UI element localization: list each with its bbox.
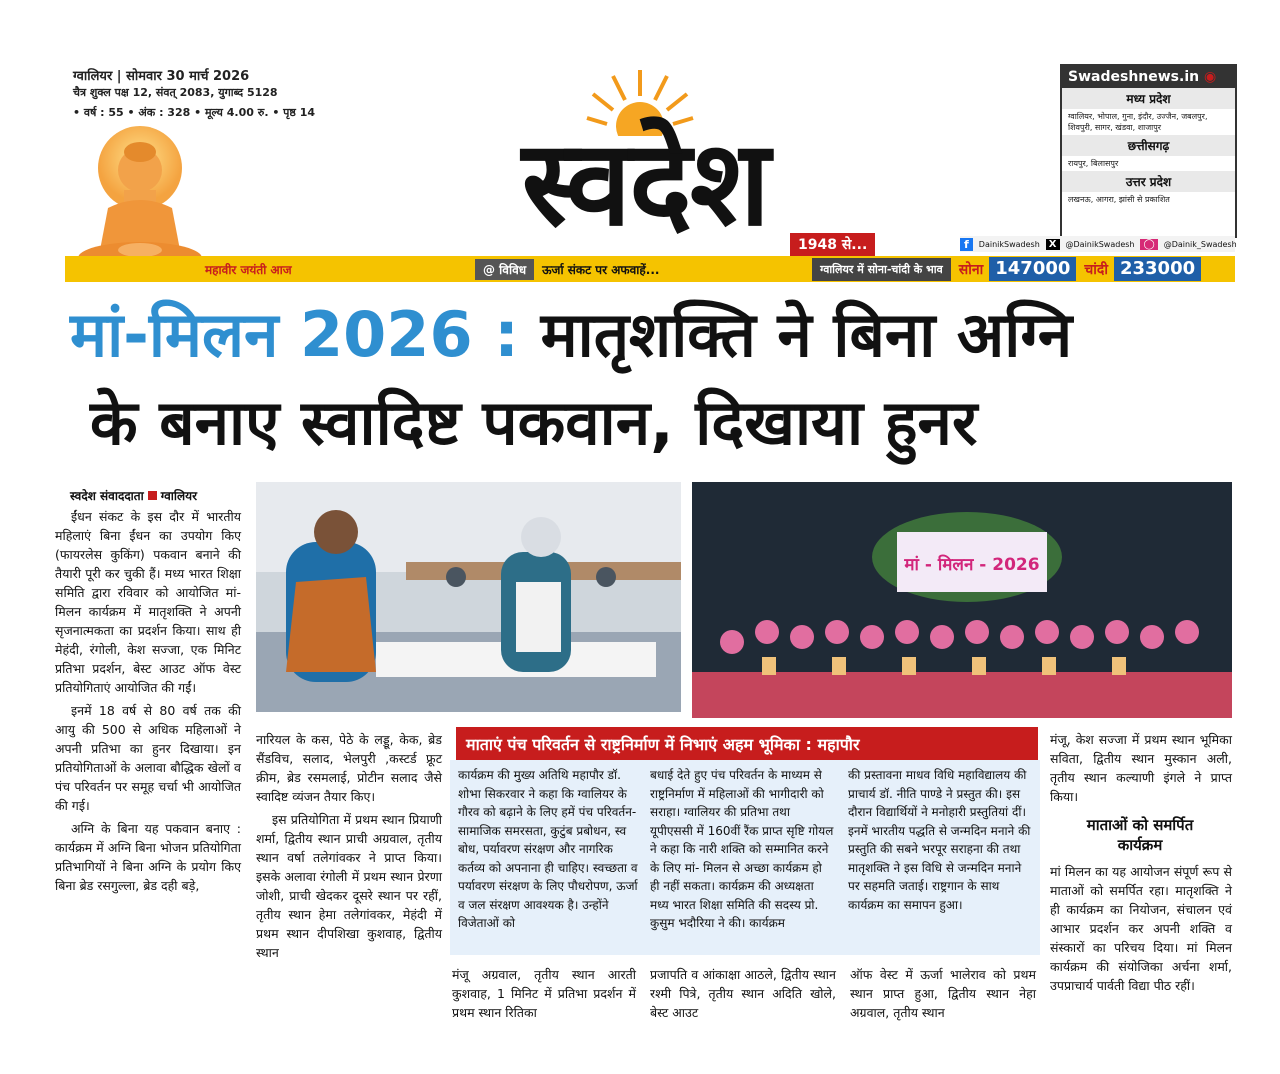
instagram-icon[interactable]: ◯ [1140,239,1157,250]
state-mp: मध्य प्रदेश [1062,88,1235,109]
click-hand-icon: ◉ [1203,69,1217,85]
column-2 [256,730,442,962]
box-col-2: बधाई देते हुए पंच परिवर्तन के माध्यम से राष्ट्रनिर्माण में महिलाओं की भागीदारी को सराहा। ग्वालियर की प्रतिभा तथा यूपीएससी में 160वीं रैंक प्राप्त सृष्टि गोयल ने कहा कि नारी शक्ति को सम्मानित करने के लिए मां- मिलन से अच्छा कार्यक्रम हो ही नहीं सकता। कार्यक्रम की अध्यक्षता मध्य भारत शिक्षा समिति की सदस्य प्रो. कुसुम भदौरिया ने की। कार्यक्रम [650,768,834,930]
cities-mp: ग्वालियर, भोपाल, गुना, इंदौर, उज्जैन, जबलपुर, शिवपुरी, सागर, खंडवा, शाजापुर [1068,112,1208,132]
site-text: Swadeshnews.in [1068,69,1200,85]
since-badge: 1948 से... [790,233,875,256]
masthead [55,58,1235,283]
red-square-icon [148,491,157,500]
site-label[interactable] [1062,66,1235,88]
facebook-handle: DainikSwadesh [978,239,1040,249]
col1-para-3: अग्नि के बिना यह पकवान बनाए : कार्यक्रम में अग्नि बिना भोजन प्रतियोगिता प्रतिभागियों ने बिना अग्नि के प्रयोग किए बिना ब्रेड रसगुल्ला, ब्रेड दही बड़े, [55,821,241,893]
cities-cg: रायपुर, बिलासपुर [1068,159,1119,168]
bottom-col-2: प्रजापति व आंकाक्षा आठले, द्वितीय स्थान रश्मी पित्रे, तृतीय स्थान अदिति खोले, बेस्ट आउट [650,967,836,1020]
headline-part1: मां-मिलन 2026 : [70,298,519,371]
col1-para-1: ईंधन संकट के इस दौर में भारतीय महिलाएं बिना ईंधन का उपयोग किए (फायरलेस कुकिंग) पकवान बनाने की तैयारी पूरी कर चुकी हैं। मध्य भारत शिक्षा समिति द्वारा रविवार को आयोजित मां-मिलन कार्यक्रम में मातृशक्ति ने अपनी सृजनात्मकता का प्रदर्शन किया। साथ ही मेहंदी, रंगोली, केश सज्जा, एक मिनिट प्रतिभा प्रदर्शन, बेस्ट आउट ऑफ वेस्ट प्रतियोगिताएं आयोजित की गईं। [55,509,241,695]
state-cg: छत्तीसगढ़ [1062,135,1235,156]
state-up: उत्तर प्रदेश [1062,171,1235,192]
silver-label: चांदी [1084,261,1108,278]
mahavir-text: महावीर जयंती आज [205,262,292,277]
bottom-col-1: मंजू अग्रवाल, तृतीय स्थान आरती कुशवाह, 1 मिनिट में प्रतिभा प्रदर्शन में प्रथम स्थान रितिका [452,967,636,1020]
stage-background [692,482,1232,718]
mayor-box [450,760,1040,955]
byline-author: स्वदेश संवाददाता [70,489,144,503]
bottom-col-3: ऑफ वेस्ट में ऊर्जा भालेराव को प्रथम स्थान प्राप्त हुआ, द्वितीय स्थान नेहा अग्रवाल, तृतीय स्थान [850,967,1036,1020]
cooking-photo [256,482,681,712]
facebook-icon[interactable]: f [960,238,973,251]
column-1 [55,507,241,895]
headline-line1 [70,298,1073,371]
box-col-3: की प्रस्तावना माधव विधि महाविद्यालय की प्राचार्य डॉ. नीति पाण्डे ने प्रस्तुत की। इस दौरान विद्यार्थियों ने मनोहारी प्रस्तुतियां दीं। इनमें भारतीय पद्धति से जन्मदिन मनाने की प्रस्तुति की सबने भरपूर सराहना की तथा मातृशक्ति ने इस विधि से जन्मदिन मनाने पर सहमति जताई। राष्ट्रगान के साथ कार्यक्रम का समापन हुआ। [848,768,1031,912]
stage-banner-text: मां - मिलन - 2026 [904,555,1040,575]
ticker-text: ऊर्जा संकट पर अफवाहें... [542,262,660,277]
cities-up: लखनऊ, आगरा, झांसी से प्रकाशित [1068,195,1170,204]
instagram-handle: @Dainik_Swadesh [1163,239,1237,249]
gold-price: 147000 [989,257,1076,281]
subheadline: माताएं पंच परिवर्तन से राष्ट्रनिर्माण में निभाएं अहम भूमिका : महापौर [456,727,1038,761]
social-row [960,236,1235,252]
date-line: ग्वालियर | सोमवार 30 मार्च 2026 [73,69,250,84]
gold-label: सोना [958,261,984,278]
headline-line2: के बनाए स्वादिष्ट पकवान, दिखाया हुनर [90,386,978,459]
byline [70,487,197,504]
ticker-strip [65,256,1235,282]
col2-para-2: इस प्रतियोगिता में प्रथम स्थान प्रियाणी शर्मा, द्वितीय स्थान प्राची अग्रवाल, तृतीय स्थान वर्षा तलेगांवकर ने प्राप्त किया। इसके अलावा रंगोली में प्रथम स्थान प्रेरणा जोशी, प्राची खेदकर दूसरे स्थान पर रहीं, तृतीय स्थान हेमा तलेगांवकर, मेहंदी में प्रथम स्थान दीपशिखा कुशवाह, द्वितीय स्थान [256,812,442,960]
logo: स्वदेश [521,113,769,252]
gold-silver-label: ग्वालियर में सोना-चांदी के भाव [812,258,951,281]
column-6-body: मां मिलन का यह आयोजन संपूर्ण रूप से माताओं को समर्पित रहा। मातृशक्ति ने ही कार्यक्रम का नियोजन, संचालन एवं आभार प्रदर्शन कर अपनी शक्ति व संस्कारों का परिचय दिया। मां मिलन कार्यक्रम की संयोजिका अर्चना शर्मा, उपप्राचार्य पार्वती विद्या पीठ रहीं। [1050,864,1232,993]
headline-part2: मातृशक्ति ने बिना अग्नि [540,298,1073,371]
column-6-top: मंजू, केश सज्जा में प्रथम स्थान भूमिका सविता, द्वितीय स्थान मुस्कान अली, तृतीय स्थान कल्याणी इंगले ने प्राप्त किया। [1050,732,1232,804]
col1-para-2: इनमें 18 वर्ष से 80 वर्ष तक की आयु की 500 से अधिक महिलाओं ने अपनी प्रतिभा का हुनर दिखाया। इन प्रतियोगिताओं के अलावा बौद्धिक खेलों व पंच परिवर्तन पर समूह चर्चा भी आयोजित की गई। [55,703,241,813]
issue-line: • वर्ष : 55 • अंक : 328 • मूल्य 4.00 रु. • पृष्ठ 14 [73,106,316,119]
stage-photo [692,482,1232,718]
x-handle: @DainikSwadesh [1065,239,1135,249]
box-col-1: कार्यक्रम की मुख्य अतिथि महापौर डॉ. शोभा सिकरवार ने कहा कि ग्वालियर के गौरव को बढ़ाने के लिए हमें पंच परिवर्तन- सामाजिक समरसता, कुटुंब प्रबोधन, स्व बोध, पर्यावरण संरक्षण और नागरिक कर्तव्य को अपनाना ही चाहिए। स्वच्छता व पर्यावरण संरक्षण के लिए पौधरोपण, ऊर्जा व जल संरक्षण आवश्यक है। उन्होंने विजेताओं को [458,768,638,930]
col2-para-1: नारियल के कस, पेठे के लड्डू, केक, ब्रेड सैंडविच, सलाद, भेलपुरी ,कस्टर्ड फ्रूट क्रीम, ब्रेड रसमलाई, प्रोटीन सलाद जैसे स्वादिष्ट व्यंजन तैयार किए। [256,732,442,804]
byline-city: ग्वालियर [160,489,198,503]
ticker-label: @ विविध [475,259,534,280]
panchang-line: चैत्र शुक्ल पक्ष 12, संवत् 2083, युगाब्द 5128 [73,86,278,99]
edition-box [1060,64,1237,238]
side-title: माताओं को समर्पित कार्यक्रम [1086,816,1194,854]
silver-price: 233000 [1114,257,1201,281]
x-icon[interactable]: X [1046,239,1060,250]
